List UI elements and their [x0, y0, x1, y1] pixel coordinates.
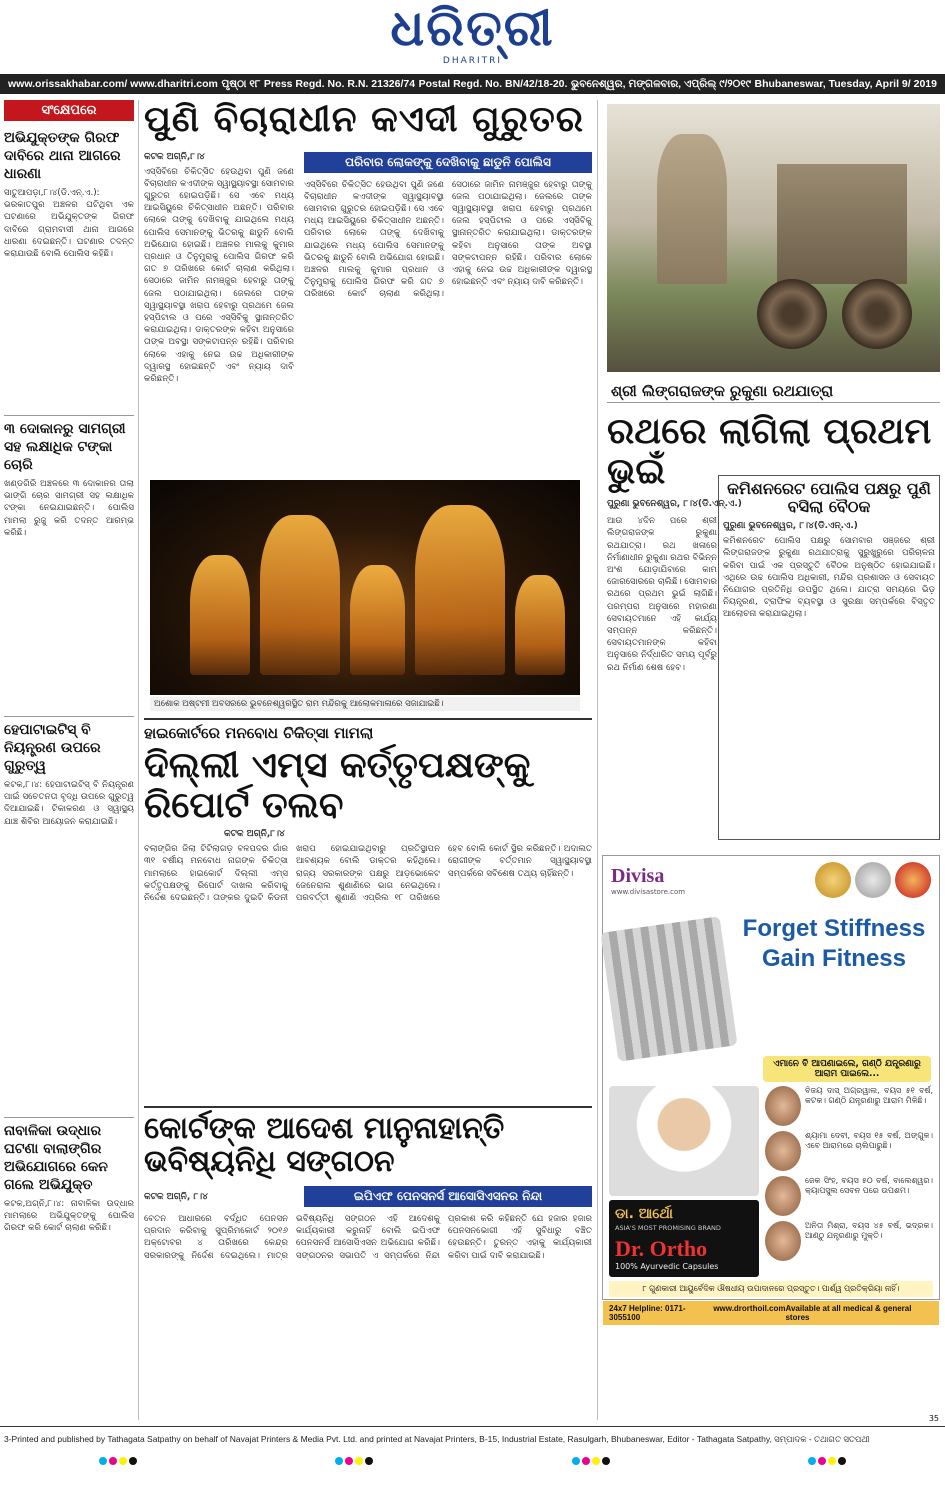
brief-headline[interactable]: ହେପାଟାଇଟିସ୍ ବି ନିୟନ୍ତ୍ରଣ ଉପରେ ଗୁରୁତ୍ୱ — [4, 722, 101, 774]
commissionerate-headline[interactable]: କମିଶନରେଟ ପୋଲିସ ପକ୍ଷରୁ ପୁଣି ବସିଲା ବୈଠକ — [727, 479, 931, 516]
ad-top-row — [603, 856, 939, 904]
lead-headline[interactable]: ପୁଣି ବିଚାରାଧୀନ କଏଦୀ ଗୁରୁତର — [144, 99, 585, 140]
aiims-dateline: କଟକ ଅଗ୍ନି,୮।୪ — [224, 829, 285, 840]
registration-marks — [0, 1450, 945, 1468]
testimonial-text: ବିଜୟ ଦାସ୍ ଅଗ୍ରୱାଲ, ବୟସ ୫୧ ବର୍ଷ, କଟକ। ଗଣ୍ଠି ଯନ୍ତ୍ରଣାରୁ ଆରାମ ମିଳିଛି। — [805, 1086, 933, 1105]
photo-element — [777, 164, 907, 284]
ad-bottom-note: ୮ ଗୁଣକାରୀ ଆୟୁର୍ବେଦିକ ଔଷଧୀୟ ଉପାଦାନରେ ପ୍ରସ୍ତୁତ। ପାର୍ଶ୍ୱ ପ୍ରତିକ୍ରିୟା ନାହିଁ। — [609, 1281, 933, 1297]
product-box — [609, 1200, 759, 1277]
chariot-photo-caption: ଶ୍ରୀ ଲିଙ୍ଗରାଜଙ୍କ ରୁକୁଣା ରଥଯାତ୍ରା — [607, 380, 940, 403]
ad-odia-banner: ଏମାନେ ବି ଆପଣାଇଲେ, ଗଣ୍ଠି ଯନ୍ତ୍ରଣାରୁ ଆରାମ ପାଇଲେ... — [763, 1056, 931, 1082]
pf-body: ବେତନ ଆଧାରରେ ବର୍ଦ୍ଧିତ ପେନସନ ପ୍ରଦାନ କରିବାକୁ ସୁପ୍ରିମକୋର୍ଟ ୨୦୧୬ ଅକ୍ଟୋବର ୪ ତାରିଖରେ କେନ୍ଦ୍ର ସରକାରଙ୍କୁ ନିର୍ଦ୍ଦେଶ ଦେଇଥିଲେ। ମାତ୍ର ଭବିଷ୍ୟନିଧି ସଙ୍ଗଠନ ଏହି ଆଦେଶକୁ କାର୍ଯ୍ୟକାରୀ କରୁନାହିଁ ବୋଲି ଇପିଏଫ ପେନସନର୍ସ ଆସୋସିଏସନ ଅଭିଯୋଗ କରିଛି। ସଙ୍ଗଠନର ସଭାପତି ଏ ସମ୍ପର୍କରେ ନିନ୍ଦା ପ୍ରକାଶ କରି କହିଛନ୍ତି ଯେ ହଜାର ହଜାର ପେନସନଭୋଗୀ ଏହି ସୁବିଧାରୁ ବଞ୍ଚିତ ହେଉଛନ୍ତି। ତୁରନ୍ତ ଏହାକୁ କାର୍ଯ୍ୟକାରୀ କରିବା ପାଇଁ ଦାବି କରାଯାଇଛି। — [144, 1214, 592, 1261]
testimonial-avatar — [765, 1221, 801, 1261]
brief-item — [4, 716, 134, 1109]
testimonial-avatar — [765, 1086, 801, 1126]
print-line — [0, 1430, 945, 1448]
pf-boxed-kicker: ଇପିଏଫ ପେନସନର୍ସ ଆସୋସିଏସନର ନିନ୍ଦା — [304, 1186, 592, 1207]
brief-headline[interactable]: ନାବାଳିକା ଉଦ୍ଧାର ଘଟଣା ବାଲାଙ୍ଗିର ଅଭିଯୋଗରେ କେନ ଗଲେ ଅଭିଯୁକ୍ତ — [4, 1123, 108, 1193]
ad-helpline[interactable]: 24x7 Helpline: 0171-3055100 — [609, 1304, 686, 1322]
pf-story — [144, 1112, 592, 1438]
press-regd: Press Regd. No. R.N. 21326/74 — [263, 78, 416, 90]
ad-headline: Forget Stiffness Gain Fitness — [742, 915, 926, 972]
ad-availability: Available at all medical & general stores — [785, 1304, 912, 1322]
ad-brand-site: www.divisastore.com — [611, 887, 686, 896]
aiims-kicker: ହାଇକୋର୍ଟରେ ମନବୋଧ ଚିକିତ୍ସା ମାମଲା — [144, 724, 374, 742]
photo-element — [190, 555, 250, 675]
postal-regd: Postal Regd. No. BN/42/18-20. — [418, 78, 568, 90]
pf-dateline: କଟକ ଅଗ୍ନି, ୮।୪ — [144, 1191, 208, 1202]
photo-element — [350, 565, 405, 675]
lead-body-col-2: ଏସ୍‌ସିବିରେ ଚିକିତ୍ସିତ ହେଉଥିବା ପୁଣି ଜଣେ ବିଚାରାଧୀନ କଏଦୀଙ୍କ ସ୍ୱାସ୍ଥ୍ୟାବସ୍ଥା ସୋମବାର ଗୁରୁତର ହୋଇପଡ଼ିଛି। ସେ ଏବେ ମଧ୍ୟ ଆଇସିୟୁରେ ଚିକିତ୍ସାଧୀନ ଅଛନ୍ତି। ପରିବାର ଲୋକେ ତାଙ୍କୁ ଦେଖିବାକୁ ଯାଇଥିଲେ ମଧ୍ୟ ପୋଲିସ ସେମାନଙ୍କୁ ଭିତରକୁ ଛାଡୁନି ବୋଲି ଅଭିଯୋଗ ହୋଇଛି। ଅଞ୍ଚଳର ମାଲକୁ କୁମାର ପ୍ରଧାନ ଓ ତିନୁମୁରାକୁ ପୋଲିସ ଗିରଫ କରି ଗତ ୭ ତାରିଖରେ କୋର୍ଟ ଚାଲାଣ କରିଥିଲା। ସେଠାରେ ଜାମିନ ନାମଞ୍ଜୁର ହେବାରୁ ତାଙ୍କୁ ଜେଲ ପଠାଯାଇଥିଲା। ଜେଲରେ ତାଙ୍କ ସ୍ୱାସ୍ଥ୍ୟାବସ୍ଥା ଖରାପ ହେବାରୁ ପ୍ରଥମେ ଜେଲ ହସ୍ପିଟାଲ ଓ ପରେ ଏସ୍‌ସିବିକୁ ସ୍ଥାନାନ୍ତରିତ କରାଯାଇଥିଲା। ଡାକ୍ତରଙ୍କ କହିବା ଅନୁସାରେ ତାଙ୍କ ଅବସ୍ଥା ସଙ୍କଟାପନ୍ନ ରହିଛି। ପରିବାର ଲୋକେ ଏହାକୁ ନେଇ ଉଚ୍ଚ ଅଧିକାରୀଙ୍କ ଦ୍ୱାରସ୍ଥ ହୋଇଛନ୍ତି ଏବଂ ନ୍ୟାୟ ଦାବି କରିଛନ୍ତି। — [304, 179, 592, 300]
aiims-story — [144, 724, 592, 1093]
chariot-headline[interactable]: ରଥରେ ଲାଗିଲା ପ୍ରଥମ ଭୁଇଁ — [607, 411, 932, 492]
award-badge-icon — [895, 862, 931, 898]
aiims-body: ବଲାଙ୍ଗିର ଜିଲା ଟିଟିଲାଗଡ଼ ବଳପଦର ଗାଁର ୩୧ ବର୍ଷୀୟ ମନବୋଧ ନାଗଙ୍କ ଚିକିତ୍ସା ମାମଲାରେ ହାଇକୋର୍ଟ ଦିଲ୍ଲୀ ଏମ୍‌ସ କର୍ତ୍ତୃପକ୍ଷଙ୍କୁ ରିପୋର୍ଟ ଦାଖଲ କରିବାକୁ ନିର୍ଦ୍ଦେଶ ଦେଇଛନ୍ତି। ତାଙ୍କର ଦୁଇଟି କିଡନୀ ଖରାପ ହୋଇଯାଇଥିବାରୁ ପ୍ରତିସ୍ଥାପନ ଆବଶ୍ୟକ ବୋଲି ଡାକ୍ତର କହିଥିଲେ। ରାଜ୍ୟ ସରକାରଙ୍କ ପକ୍ଷରୁ ଆଡ଼ଭୋକେଟ ଜେନେରାଲ ଶୁଣାଣିରେ ଭାଗ ନେଇଥିଲେ। ପରବର୍ତ୍ତୀ ଶୁଣାଣି ଏପ୍ରିଲ ୧୮ ତାରିଖରେ ହେବ ବୋଲି କୋର୍ଟ ସ୍ଥିର କରିଛନ୍ତି। ଅଦାଲତ ରୋଗୀଙ୍କ ବର୍ତ୍ତମାନ ସ୍ୱାସ୍ଥ୍ୟାବସ୍ଥା ସମ୍ପର୍କରେ ସବିଶେଷ ତଥ୍ୟ ଚାହିଁଛନ୍ତି। — [144, 844, 592, 903]
chariot-body: ଆଉ ୪ଦିନ ପରେ ଶ୍ରୀ ଲିଙ୍ଗରାଜଙ୍କ ରୁକୁଣା ରଥଯାତ୍ରା। ରଥ ଖଳାରେ ନିର୍ମାଣାଧୀନ ରୁକୁଣା ରଥର ବିଭିନ୍ନ ଅଂଶ ଯୋଡ଼ାଯିବାରେ କାମ ଜୋରସୋରରେ ଚାଲିଛି। ସୋମବାର ରଥରେ ପ୍ରଥମ ଭୁଇଁ ଲାଗିଛି। ପରମ୍ପରା ଅନୁସାରେ ମହାରଣା ସେବାୟତମାନେ ଏହି କାର୍ଯ୍ୟ ସମ୍ପନ୍ନ କରିଛନ୍ତି। ସେବାୟତମାନଙ୍କ କହିବା ଅନୁସାରେ ନିର୍ଦ୍ଧାରିତ ସମୟ ପୂର୍ବରୁ ରଥ ନିର୍ମାଣ ଶେଷ ହେବ। — [607, 516, 717, 673]
testimonial-avatar — [765, 1131, 801, 1171]
photo-element — [842, 279, 912, 349]
testimonial — [765, 1086, 933, 1126]
brief-body: କଟକ,ଅଗ୍ନି,୮।୪: ନାବାଳିକା ଉଦ୍ଧାର ମାମଲାରେ ଅଭିଯୁକ୍ତଙ୍କୁ ପୋଲିସ ଗିରଫ କରି କୋର୍ଟ ଚାଲାଣ କରିଛି। — [4, 1199, 134, 1234]
testimonials — [765, 1086, 933, 1277]
page-number-footer: 35 — [928, 1414, 939, 1423]
testimonial — [765, 1131, 933, 1171]
ad-endorser-photo — [609, 1086, 759, 1196]
dr-ortho-advert[interactable] — [602, 855, 940, 1322]
testimonial-text: ଜେକ ସିଂହ, ବୟସ ୫୦ ବର୍ଷ, ବାଲେଶ୍ୱର। କ୍ୟାପସୁଲ ସେବନ ପରେ ଉପଶମ। — [805, 1176, 933, 1195]
column-rule — [597, 100, 598, 1420]
product-promising: ASIA'S MOST PROMISING BRAND — [615, 1224, 721, 1232]
lead-dateline: କଟକ ଅଗ୍ନି,୮।୪ — [144, 151, 205, 162]
brief-body: ଖଣ୍ଡଗିରି ଅଞ୍ଚଳରେ ୩ ଦୋକାନର ତାଲା ଭାଙ୍ଗି ଚୋର ସାମଗ୍ରୀ ସହ ଲକ୍ଷାଧିକ ଟଙ୍କା ନେଇଯାଇଛନ୍ତି। ପୋଲିସ ମାମଲା ରୁଜୁ କରି ତଦନ୍ତ ଆରମ୍ଭ କରିଛି। — [4, 479, 134, 538]
commissionerate-box — [718, 475, 940, 840]
testimonial — [765, 1176, 933, 1216]
column-rule — [138, 100, 139, 1420]
lead-story — [144, 100, 592, 466]
testimonial-avatar — [765, 1176, 801, 1216]
ad-brand: Divisa — [611, 864, 665, 887]
color-registration-icon — [98, 1450, 138, 1469]
printline-text: 3-Printed and published by Tathagata Satpathy on behalf of Navajat Printers & Media Pvt. Ltd. and printed at Navajat Printers, B-15, Industrial Estate, Rasulgarh, Bhubaneswar, Editor - Tathagata Satpathy, ସମ୍ପାଦକ - ତଥାଗତ ସତପଥୀ — [4, 1433, 870, 1444]
brief-headline[interactable]: ୩ ଦୋକାନରୁ ସାମଗ୍ରୀ ସହ ଲକ୍ଷାଧିକ ଟଙ୍କା ଚୋରି — [4, 421, 126, 473]
color-registration-icon — [571, 1450, 611, 1469]
temple-photo-caption: ଅଶୋକ ଅଷ୍ଟମୀ ଅବସରରେ ଭୁବନେଶ୍ୱରସ୍ଥିତ ରାମ ମନ୍ଦିରକୁ ଆଲୋକମାଳାରେ ସଜାଯାଇଛି। — [150, 697, 580, 711]
chariot-dateline: ପୁରୁଣା ଭୁବନେଶ୍ୱର, ୮।୪(ଡି.ଏନ୍.ଏ.) — [607, 499, 742, 510]
brief-item — [4, 415, 134, 708]
color-registration-icon — [807, 1450, 847, 1469]
brief-body: ସାତୁଆପଡ଼ା,୮।୪(ଡି.ଏନ୍.ଏ.): ଭରକାତପୁର ଅଞ୍ଚଳର ଘଟିଥିବା ଏକ ଘଟଣାରେ ଅଭିଯୁକ୍ତଙ୍କ ଗିରଫ ଦାବିରେ ଗ୍ରାମବାସୀ ଥାନା ଆଗରେ ଧାରଣା ଦେଇଛନ୍ତି। ଘଟଣାର ତଦନ୍ତ କରାଯାଉଛି ବୋଲି ପୋଲିସ କହିଛି। — [4, 188, 134, 260]
photo-element — [260, 515, 340, 675]
photo-element — [757, 279, 827, 349]
brief-body: କଟକ,୮।୪: ହେପାଟାଇଟିସ୍ ବି ନିୟନ୍ତ୍ରଣ ପାଇଁ ସଚେତନତା ବୃଦ୍ଧି ଉପରେ ଗୁରୁତ୍ୱ ଦିଆଯାଇଛି। ଟିକାକରଣ ଓ ସ୍ୱାସ୍ଥ୍ୟ ଯାଞ୍ଚ ଶିବିର ଆୟୋଜନ କରାଯାଇଛି। — [4, 780, 134, 827]
section-divider — [144, 718, 592, 720]
product-tagline: 100% Ayurvedic Capsules — [615, 1262, 719, 1271]
aiims-headline[interactable]: ଦିଲ୍ଲୀ ଏମ୍‌ସ କର୍ତ୍ତୃପକ୍ଷଙ୍କୁ ରିପୋର୍ଟ ତଲବ — [144, 745, 531, 826]
lead-body-col-1: ଏସ୍‌ସିବିରେ ଚିକିତ୍ସିତ ହେଉଥିବା ପୁଣି ଜଣେ ବିଚାରାଧୀନ କଏଦୀଙ୍କ ସ୍ୱାସ୍ଥ୍ୟାବସ୍ଥା ସୋମବାର ଗୁରୁତର ହୋଇପଡ଼ିଛି। ସେ ଏବେ ମଧ୍ୟ ଆଇସିୟୁରେ ଚିକିତ୍ସାଧୀନ ଅଛନ୍ତି। ପରିବାର ଲୋକେ ତାଙ୍କୁ ଦେଖିବାକୁ ଯାଇଥିଲେ ମଧ୍ୟ ପୋଲିସ ସେମାନଙ୍କୁ ଭିତରକୁ ଛାଡୁନି ବୋଲି ଅଭିଯୋଗ ହୋଇଛି। ଅଞ୍ଚଳର ମାଲକୁ କୁମାର ପ୍ରଧାନ ଓ ତିନୁମୁରାକୁ ପୋଲିସ ଗିରଫ କରି ଗତ ୭ ତାରିଖରେ କୋର୍ଟ ଚାଲାଣ କରିଥିଲା। ସେଠାରେ ଜାମିନ ନାମଞ୍ଜୁର ହେବାରୁ ତାଙ୍କୁ ଜେଲ ପଠାଯାଇଥିଲା। ଜେଲରେ ତାଙ୍କ ସ୍ୱାସ୍ଥ୍ୟାବସ୍ଥା ଖରାପ ହେବାରୁ ପ୍ରଥମେ ଜେଲ ହସ୍ପିଟାଲ ଓ ପରେ ଏସ୍‌ସିବିକୁ ସ୍ଥାନାନ୍ତରିତ କରାଯାଇଥିଲା। ଡାକ୍ତରଙ୍କ କହିବା ଅନୁସାରେ ତାଙ୍କ ଅବସ୍ଥା ସଙ୍କଟାପନ୍ନ ରହିଛି। ପରିବାର ଲୋକେ ଏହାକୁ ନେଇ ଉଚ୍ଚ ଅଧିକାରୀଙ୍କ ଦ୍ୱାରସ୍ଥ ହୋଇଛନ୍ତି ଏବଂ ନ୍ୟାୟ ଦାବି କରିଛନ୍ତି। — [144, 166, 294, 385]
brief-headline[interactable]: ଅଭିଯୁକ୍ତଙ୍କ ଗିରଫ ଦାବିରେ ଥାନା ଆଗରେ ଧାରଣା — [4, 130, 121, 182]
briefs-sidebar — [4, 100, 134, 1498]
ad-website[interactable]: www.drorthoil.com — [713, 1304, 786, 1313]
photo-element — [415, 505, 505, 675]
ad-contact-bar — [603, 1301, 939, 1325]
product-name-english: Dr. Ortho — [615, 1236, 708, 1261]
pf-headline[interactable]: କୋର୍ଟଙ୍କ ଆଦେଶ ମାନୁନାହାନ୍ତି ଭବିଷ୍ୟନିଧି ସଙ୍ଗଠନ — [144, 1111, 505, 1179]
section-tag-briefs: ସଂକ୍ଷେପରେ — [4, 100, 134, 121]
newspaper-logo[interactable]: ଧରିତ୍ରୀ — [390, 0, 555, 57]
color-registration-icon — [334, 1450, 374, 1469]
date-odia: ଭୁବନେଶ୍ୱର, ମଙ୍ଗଳବାର, ଏପ୍ରିଲ୍ ୯/୨୦୧୯ — [571, 77, 751, 90]
photo-element — [515, 575, 565, 675]
commissionerate-body: କମିଶନରେଟ ପୋଲିସ ପକ୍ଷରୁ ସୋମବାର ସଞ୍ଜରେ ଶ୍ରୀ ଲିଙ୍ଗରାଜଙ୍କ ରୁକୁଣା ରଥଯାତ୍ରାକୁ ସୁରୁଖୁରୁରେ ପରିଚାଳନା କରିବା ପାଇଁ ଏକ ପ୍ରସ୍ତୁତି ବୈଠକ ଅନୁଷ୍ଠିତ ହୋଇଯାଇଛି। ଏଥିରେ ଉଚ୍ଚ ପୋଲିସ ଅଧିକାରୀ, ମନ୍ଦିର ପ୍ରଶାସନ ଓ ସେବାୟତ ନିଯୋଗର ପ୍ରତିନିଧି ଉପସ୍ଥିତ ଥିଲେ। ଯାତ୍ରା ସମୟରେ ଭିଡ଼ ନିୟନ୍ତ୍ରଣ, ଟ୍ରାଫିକ ବ୍ୟବସ୍ଥା ଓ ସୁରକ୍ଷା ସମ୍ପର୍କରେ ବିସ୍ତୃତ ଆଲୋଚନା କରାଯାଇଥିଲା। — [723, 536, 935, 620]
photo-element — [657, 134, 727, 284]
masthead — [0, 0, 945, 72]
website-links[interactable]: www.orissakhabar.com/ www.dharitri.com — [8, 78, 218, 90]
footer-rule — [0, 1426, 945, 1427]
newspaper-logo-sub: DHARITRI — [442, 56, 503, 66]
brief-item — [4, 129, 134, 407]
commissionerate-dateline: ପୁରୁଣା ଭୁବନେଶ୍ୱର, ୮।୪(ଡି.ଏନ୍.ଏ.) — [723, 521, 858, 532]
temple-lights-photo[interactable] — [150, 480, 580, 695]
capsule-strip-image — [601, 916, 738, 1061]
award-badge-icon — [815, 862, 851, 898]
award-badge-icon — [855, 862, 891, 898]
date-english: Bhubaneswar, Tuesday, April 9/ 2019 — [754, 78, 937, 90]
lead-boxed-kicker: ପରିବାର ଲୋକଙ୍କୁ ଦେଖିବାକୁ ଛାଡୁନି ପୋଲିସ — [304, 152, 592, 173]
testimonial-text: ଶ୍ୟାମା ଦେବୀ, ବୟସ ୧୫ ବର୍ଷ, ଅଙ୍ଗୁଳ। ଏବେ ଆରାମରେ ଚାଲିପାରୁଛି। — [805, 1131, 933, 1150]
section-divider — [144, 1106, 592, 1108]
info-bar — [0, 74, 945, 94]
testimonial-text: ଅନିତା ମିଶ୍ରା, ବୟସ ୪୫ ବର୍ଷ, ଭଦ୍ରକ। ଆଣ୍ଠୁ ଯନ୍ତ୍ରଣାରୁ ମୁକ୍ତି। — [805, 1221, 933, 1240]
testimonial — [765, 1221, 933, 1261]
product-name-odia: ଡା. ଆର୍ଥୋ — [615, 1206, 673, 1222]
page-number: ପୃଷ୍ଠା ୧୮ — [221, 77, 261, 90]
chariot-photo[interactable] — [607, 104, 940, 372]
